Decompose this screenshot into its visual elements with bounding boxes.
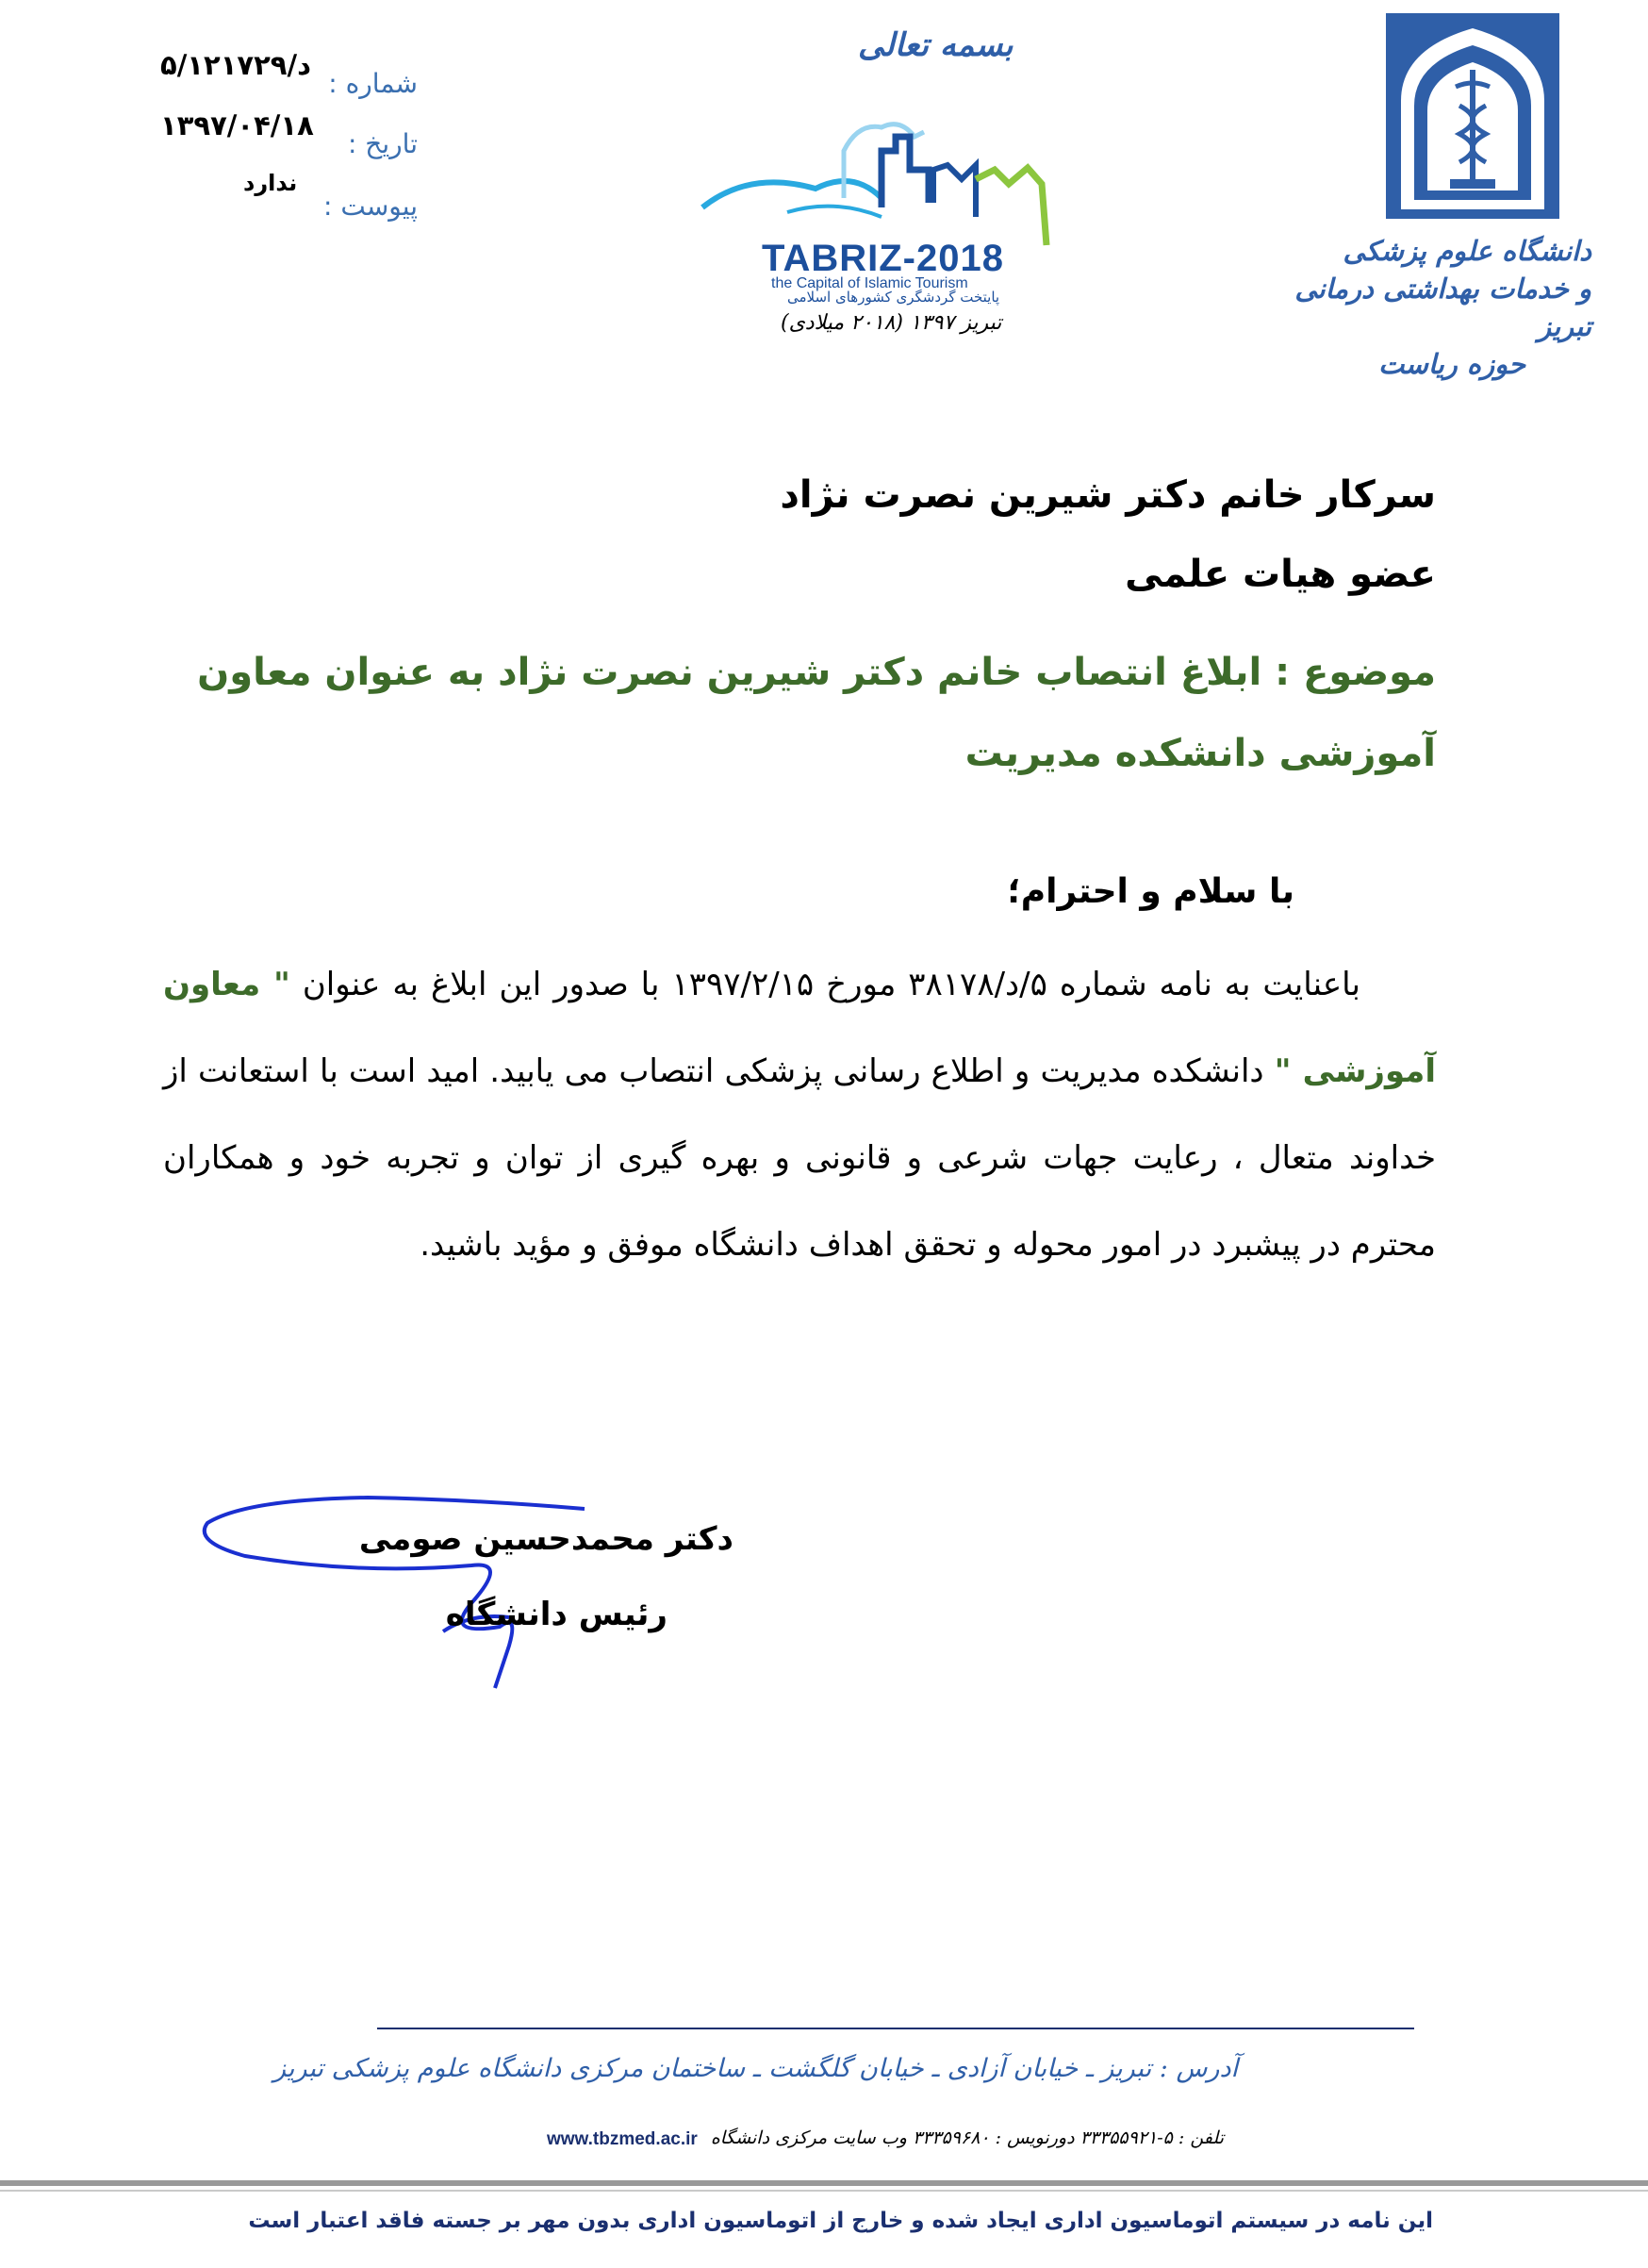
attachment-value: ندارد xyxy=(243,170,298,196)
footer-divider xyxy=(377,2028,1414,2029)
footer-phone: تلفن : ۵-۳۳۳۵۵۹۲۱ دورنویس : ۳۳۳۵۹۶۸۰ وب سایت مرکزی دانشگاه xyxy=(710,2127,1224,2148)
tabriz-2018-title: TABRIZ-2018 xyxy=(762,238,1004,279)
tabriz-2018-subtitle-fa: پایتخت گردشگری کشورهای اسلامی xyxy=(787,289,1000,306)
greeting: با سلام و احترام؛ xyxy=(1007,872,1294,911)
recipient-role: عضو هیات علمی xyxy=(1125,553,1436,596)
university-name-line-2: و خدمات بهداشتی درمانی تبریز xyxy=(1294,273,1591,342)
university-name-line-1: دانشگاه علوم پزشکی xyxy=(1343,235,1591,267)
letter-body-part-1: باعنایت به نامه شماره ۵/د/۳۸۱۷۸ مورخ ۱۳۹۷/۲/۱۵ با صدور این ابلاغ به عنوان xyxy=(289,966,1361,1003)
basmala: بسمه تعالی xyxy=(858,26,1014,64)
letter-date: ۱۳۹۷/۰۴/۱۸ xyxy=(160,109,314,141)
signer-title: رئیس دانشگاه xyxy=(445,1596,667,1633)
letter-body xyxy=(163,941,1436,1288)
letter-number: ۵/د/۱۲۱۷۲۹ xyxy=(160,49,311,81)
letter-subject: موضوع : ابلاغ انتصاب خانم دکتر شیرین نصرت نژاد به عنوان معاون آموزشی دانشکده مدیریت xyxy=(197,651,1436,775)
footer-bar xyxy=(0,2180,1648,2186)
automation-disclaimer: این نامه در سیستم اتوماسیون اداری ایجاد شده و خارج از اتوماسیون اداری بدون مهر بر جسته فاقد اعتبار است xyxy=(248,2209,1433,2233)
university-name xyxy=(1290,232,1591,383)
tabriz-2018-date: تبریز ۱۳۹۷ (۲۰۱۸ میلادی) xyxy=(781,311,1002,335)
attachment-label: پیوست : xyxy=(323,190,418,222)
footer-bar-thin xyxy=(0,2190,1648,2192)
position-title: " معاون آموزشی " xyxy=(163,966,1437,1090)
signer-name: دکتر محمدحسین صومی xyxy=(358,1520,733,1558)
tabriz-2018-subtitle: the Capital of Islamic Tourism xyxy=(771,275,968,291)
footer-address: آدرس : تبریز ـ خیابان آزادی ـ خیابان گلگشت ـ ساختمان مرکزی دانشگاه علوم پزشکی تبریز xyxy=(273,2054,1238,2083)
handwritten-signature xyxy=(189,1471,603,1697)
university-name-line-3: حوزه ریاست xyxy=(1378,348,1525,380)
date-label: تاریخ : xyxy=(347,128,418,159)
number-label: شماره : xyxy=(328,68,418,99)
recipient-name: سرکار خانم دکتر شیرین نصرت نژاد xyxy=(780,473,1436,517)
letter-body-part-2: دانشکده مدیریت و اطلاع رسانی پزشکی انتصاب می یابید. امید است با استعانت از خداوند متعال ، رعایت جهات شرعی و قانونی و بهره گیری از توان و تجربه خود و همکاران محترم در پیشبرد در امور محوله و تحقق اهداف دانشگاه موفق و مؤید باشید. xyxy=(163,1052,1436,1264)
footer-website[interactable]: www.tbzmed.ac.ir xyxy=(547,2129,698,2149)
university-logo xyxy=(1384,11,1561,221)
